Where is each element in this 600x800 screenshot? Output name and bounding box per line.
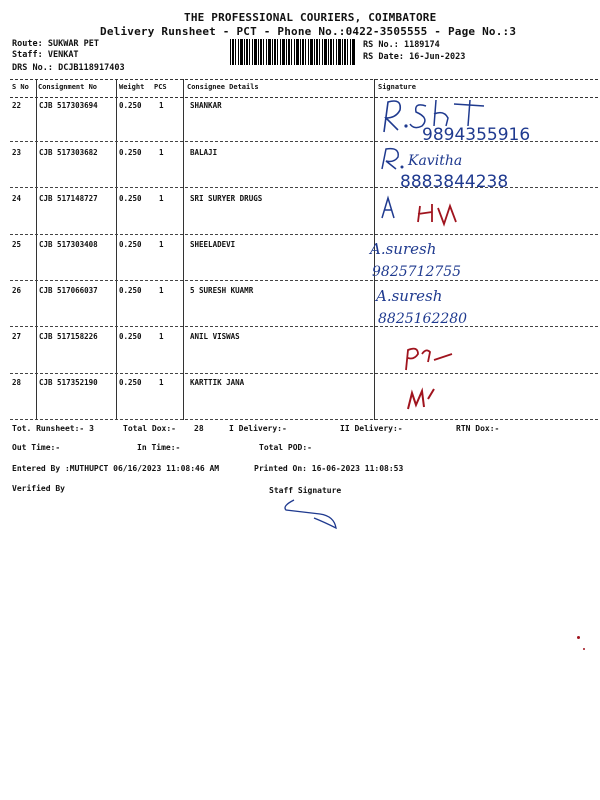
signature-row-23 — [378, 143, 588, 192]
row-consignment: CJB 517066037 — [39, 286, 98, 295]
staff-row — [12, 50, 79, 60]
row-sno: 23 — [12, 148, 22, 157]
route-value: SUKWAR PET — [47, 39, 100, 49]
row-sno: 24 — [12, 194, 22, 203]
ink-dot — [583, 648, 585, 650]
i-delivery: I Delivery:- — [229, 424, 287, 433]
row-pcs: 1 — [159, 286, 164, 295]
row-sno: 25 — [12, 240, 22, 249]
total-pod: Total POD:- — [259, 443, 312, 452]
svg-text:Kavitha: Kavitha — [408, 153, 463, 169]
row-divider — [10, 280, 598, 281]
col-sno: S No — [12, 83, 29, 91]
route-row — [12, 39, 99, 49]
staff-value: VENKAT — [47, 50, 79, 60]
drs-row — [12, 63, 125, 73]
row-sno: 28 — [12, 378, 22, 387]
drs-label: DRS No.: — [12, 63, 53, 73]
row-pcs: 1 — [159, 101, 164, 110]
row-divider — [10, 373, 598, 374]
row-divider — [10, 419, 598, 420]
row-consignment: CJB 517303682 — [39, 148, 98, 157]
row-consignee: 5 SURESH KUAMR — [190, 286, 254, 295]
row-pcs: 1 — [159, 148, 164, 157]
total-dox-label: Total Dox:- — [123, 424, 176, 433]
svg-text:8883844238: 8883844238 — [400, 172, 509, 192]
row-weight: 0.250 — [119, 101, 142, 110]
row-pcs: 1 — [159, 240, 164, 249]
col-consignment: Consignment No — [38, 83, 98, 91]
row-consignment: CJB 517148727 — [39, 194, 98, 203]
rtn-dox: RTN Dox:- — [456, 424, 500, 433]
staff-signature-mark — [280, 498, 350, 532]
rs-no-row — [363, 40, 440, 50]
row-sno: 22 — [12, 101, 22, 110]
in-time: In Time:- — [137, 443, 181, 452]
row-consignee: SHANKAR — [190, 101, 222, 110]
rs-date-label: RS Date: — [363, 52, 404, 62]
entered-by: Entered By :MUTHUPCT 06/16/2023 11:08:46 AM — [12, 464, 220, 473]
row-weight: 0.250 — [119, 286, 142, 295]
runsheet-subtitle: Delivery Runsheet - PCT - Phone No.:0422-3505555 - Page No.:3 — [100, 25, 517, 38]
row-divider — [10, 234, 598, 235]
drs-value: DCJB118917403 — [58, 63, 125, 73]
rs-date-value: 16-Jun-2023 — [409, 52, 466, 62]
row-pcs: 1 — [159, 332, 164, 341]
col-divider — [183, 79, 184, 420]
route-label: Route: — [12, 39, 43, 49]
row-consignment: CJB 517158226 — [39, 332, 98, 341]
row-weight: 0.250 — [119, 378, 142, 387]
col-divider — [116, 79, 117, 420]
signature-row-26 — [374, 283, 574, 327]
row-weight: 0.250 — [119, 240, 142, 249]
svg-text:9894355916: 9894355916 — [422, 125, 531, 145]
row-consignee: ANIL VISWAS — [190, 332, 240, 341]
barcode-image — [230, 39, 356, 65]
row-consignment: CJB 517352190 — [39, 378, 98, 387]
col-consignee: Consignee Details — [187, 83, 259, 91]
printed-on: Printed On: 16-06-2023 11:08:53 — [254, 464, 404, 473]
svg-text:9825712755: 9825712755 — [372, 264, 462, 280]
ink-dot — [577, 636, 580, 639]
rs-no-label: RS No.: — [363, 40, 399, 50]
signature-row-28 — [404, 385, 454, 415]
rs-date-row — [363, 52, 465, 62]
row-sno: 26 — [12, 286, 22, 295]
signature-row-27 — [400, 342, 460, 372]
row-weight: 0.250 — [119, 194, 142, 203]
company-name: THE PROFESSIONAL COURIERS, COIMBATORE — [184, 11, 437, 24]
tot-runsheet: Tot. Runsheet:- 3 — [12, 424, 94, 433]
col-signature: Signature — [378, 83, 416, 91]
rs-no-value: 1189174 — [403, 40, 440, 50]
signature-row-24 — [378, 192, 498, 232]
row-weight: 0.250 — [119, 148, 142, 157]
col-pcs: PCS — [154, 83, 167, 91]
staff-signature-label: Staff Signature — [269, 486, 342, 495]
ii-delivery: II Delivery:- — [340, 424, 403, 433]
svg-text:A.suresh: A.suresh — [376, 287, 443, 305]
row-consignee: SRI SURYER DRUGS — [190, 194, 263, 203]
svg-text:8825162280: 8825162280 — [378, 311, 468, 327]
row-pcs: 1 — [159, 378, 164, 387]
col-divider — [36, 79, 37, 420]
out-time: Out Time:- — [12, 443, 61, 452]
verified-by: Verified By — [12, 484, 65, 493]
row-pcs: 1 — [159, 194, 164, 203]
signature-row-25 — [368, 236, 568, 280]
row-consignment: CJB 517303694 — [39, 101, 98, 110]
staff-label: Staff: — [12, 50, 43, 60]
row-sno: 27 — [12, 332, 22, 341]
svg-text:A.suresh: A.suresh — [370, 240, 437, 258]
row-weight: 0.250 — [119, 332, 142, 341]
row-consignee: KARTTIK JANA — [190, 378, 245, 387]
total-dox-value: 28 — [194, 424, 204, 433]
col-weight: Weight — [119, 83, 145, 91]
signature-row-22 — [378, 96, 588, 145]
row-consignment: CJB 517303408 — [39, 240, 98, 249]
row-consignee: BALAJI — [190, 148, 218, 157]
row-consignee: SHEELADEVI — [190, 240, 236, 249]
